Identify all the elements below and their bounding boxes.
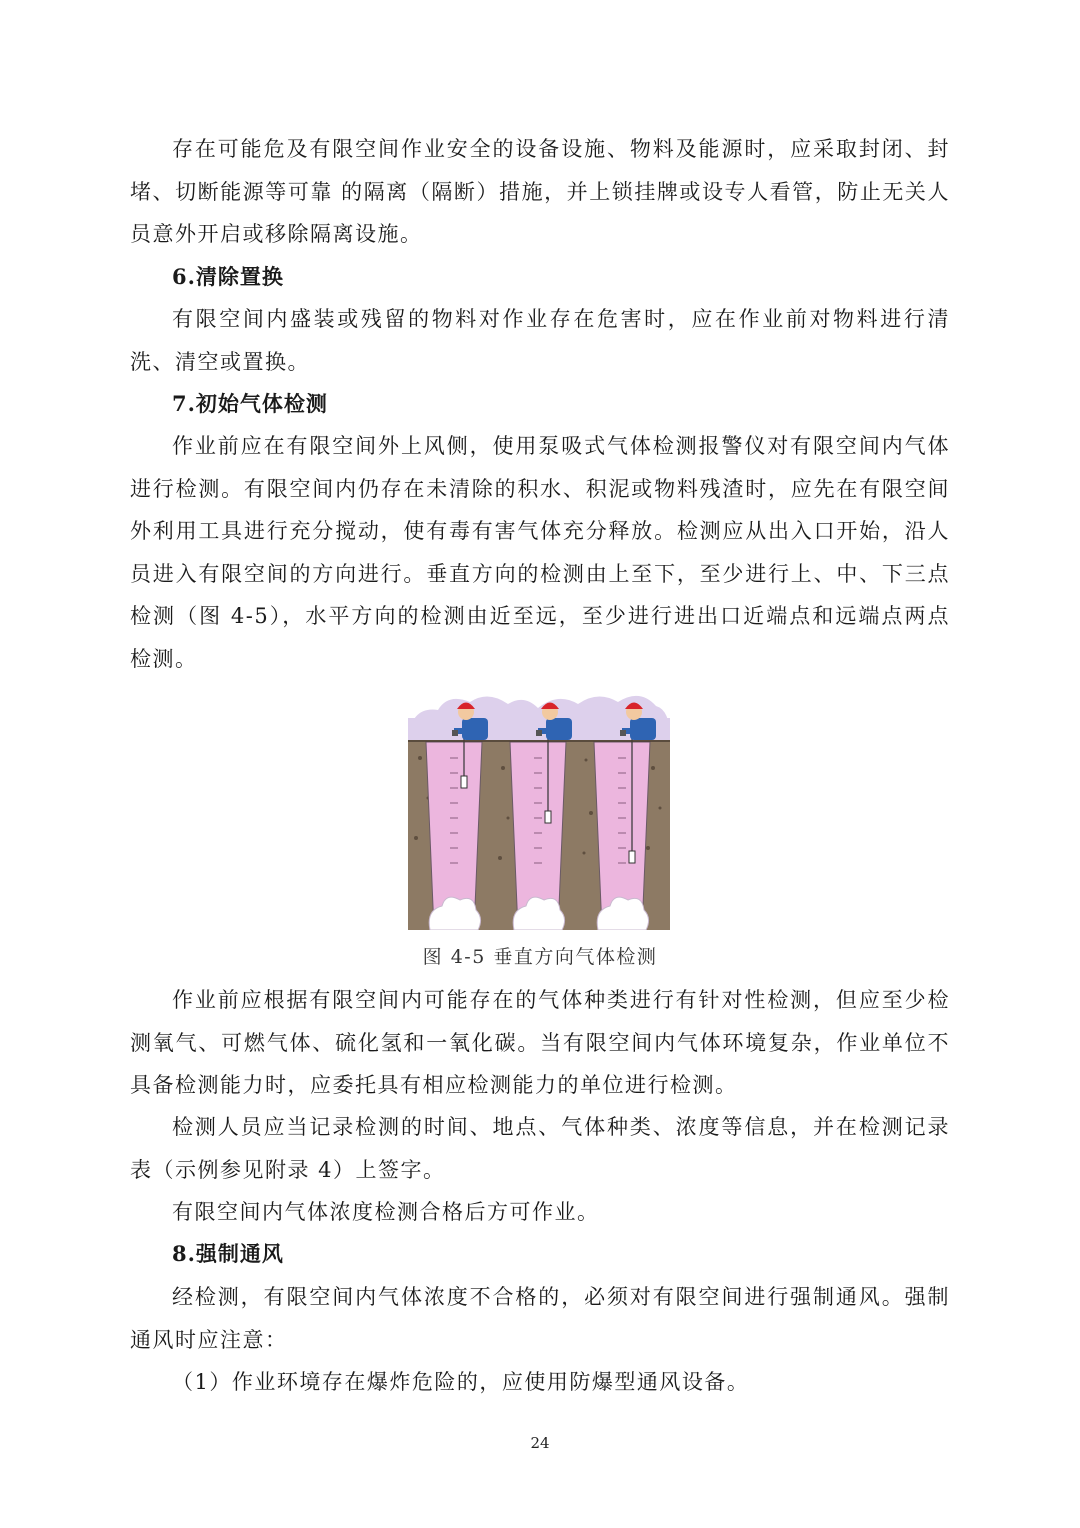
paragraph-ventilation: 经检测，有限空间内气体浓度不合格的，必须对有限空间进行强制通风。强制通风时应注意： [130,1285,950,1352]
paragraph-initial-detection: 作业前应在有限空间外上风侧，使用泵吸式气体检测报警仪对有限空间内气体进行检测。有限空间内仍存在未清除的积水、积泥或物料残渣时，应先在有限空间外利用工具进行充分搅动，使有毒有害气体充分释放。检测应从出入口开始，沿人员进入有限空间的方向进行。垂直方向的检测由上至下，至少进行上、中、下三点检测（图 4-5），水平方向的检测由近至远，至少进行进出口近端点和远端点两点检测。 [130,434,950,671]
paragraph-isolation: 存在可能危及有限空间作业安全的设备设施、物料及能源时，应采取封闭、封堵、切断能源等可靠 的隔离（隔断）措施，并上锁挂牌或设专人看管，防止无关人员意外开启或移除隔离设施。 [130,137,950,246]
paragraph-qualified: 有限空间内气体浓度检测合格后方可作业。 [172,1200,600,1224]
paragraph-record: 检测人员应当记录检测的时间、地点、气体种类、浓度等信息，并在检测记录表（示例参见附录 4）上签字。 [130,1115,950,1182]
paragraph-targeted-detection: 作业前应根据有限空间内可能存在的气体种类进行有针对性检测，但应至少检测氧气、可燃气体、硫化氢和一氧化碳。当有限空间内气体环境复杂，作业单位不具备检测能力时，应委托具有相应检测能力的单位进行检测。 [130,988,950,1097]
heading-initial-detection: 7.初始气体检测 [172,391,328,416]
paragraph-clean-replace: 有限空间内盛装或残留的物料对作业存在危害时，应在作业前对物料进行清洗、清空或置换。 [130,307,950,374]
page-number: 24 [530,1434,550,1452]
figure-caption: 图 4-5 垂直方向气体检测 [422,946,658,968]
vertical-gas-detection-figure [408,688,670,930]
heading-ventilation: 8.强制通风 [172,1241,284,1266]
list-item-explosion-proof: （1）作业环境存在爆炸危险的，应使用防爆型通风设备。 [172,1370,750,1394]
heading-clean-replace: 6.清除置换 [172,264,284,289]
